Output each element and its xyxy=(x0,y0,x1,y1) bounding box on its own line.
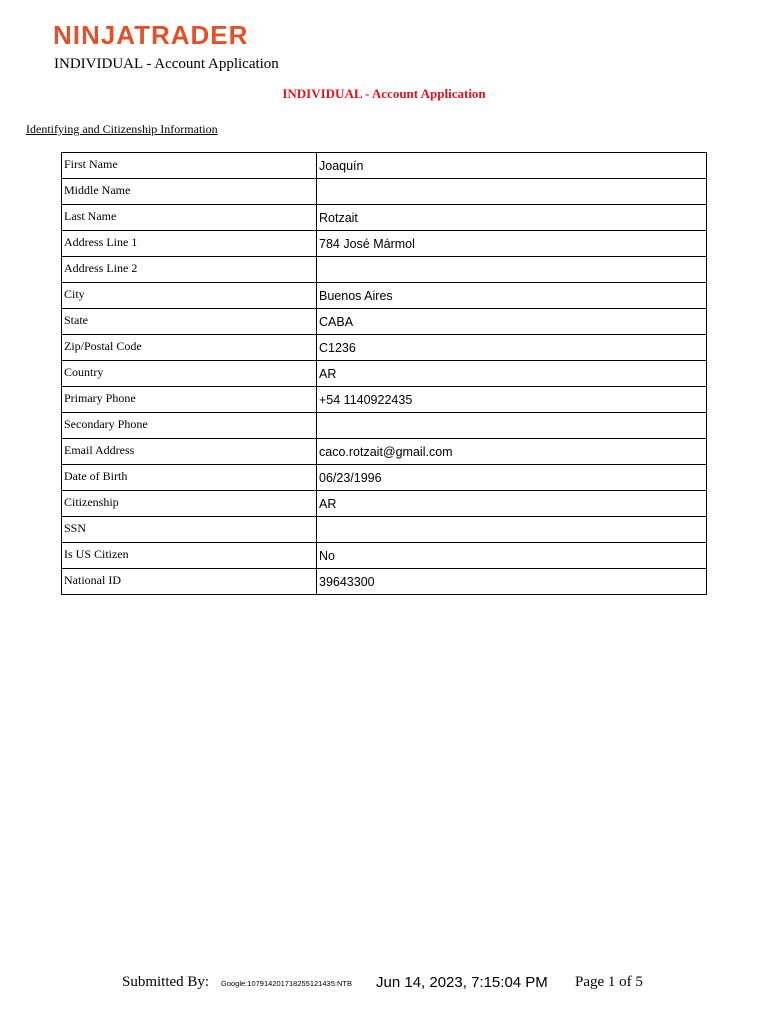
field-value-national-id: 39643300 xyxy=(317,569,707,595)
field-value-date-of-birth: 06/23/1996 xyxy=(317,465,707,491)
field-value-zip: C1236 xyxy=(317,335,707,361)
submission-timestamp: Jun 14, 2023, 7:15:04 PM xyxy=(376,974,548,991)
table-row xyxy=(62,413,707,439)
field-value-first-name: Joaquín xyxy=(317,153,707,179)
document-subtitle: INDIVIDUAL - Account Application xyxy=(54,56,279,72)
table-row xyxy=(62,569,707,595)
field-value-citizenship: AR xyxy=(317,491,707,517)
table-row xyxy=(62,309,707,335)
table-row xyxy=(62,205,707,231)
field-label: Last Name xyxy=(62,205,317,231)
table-row xyxy=(62,335,707,361)
ninjatrader-logo: NINJATRADER xyxy=(53,20,249,50)
table-row xyxy=(62,179,707,205)
table-row xyxy=(62,283,707,309)
table-row xyxy=(62,387,707,413)
field-label: SSN xyxy=(62,517,317,543)
section-heading: Identifying and Citizenship Information xyxy=(26,122,218,136)
table-row xyxy=(62,543,707,569)
field-label: National ID xyxy=(62,569,317,595)
table-row xyxy=(62,439,707,465)
field-value-ssn xyxy=(317,517,707,543)
field-value-secondary-phone xyxy=(317,413,707,439)
field-value-address-line-1: 784 José Mármol xyxy=(317,231,707,257)
field-label: State xyxy=(62,309,317,335)
field-label: Country xyxy=(62,361,317,387)
identifying-info-table xyxy=(61,152,707,595)
form-title xyxy=(0,86,768,102)
field-label: Secondary Phone xyxy=(62,413,317,439)
field-value-middle-name xyxy=(317,179,707,205)
table-row xyxy=(62,231,707,257)
table-row xyxy=(62,153,707,179)
field-value-primary-phone: +54 1140922435 xyxy=(317,387,707,413)
field-label: Email Address xyxy=(62,439,317,465)
table-row xyxy=(62,361,707,387)
field-value-state: CABA xyxy=(317,309,707,335)
page-footer xyxy=(0,972,768,994)
field-label: Middle Name xyxy=(62,179,317,205)
field-label: Citizenship xyxy=(62,491,317,517)
table-row xyxy=(62,491,707,517)
field-label: Zip/Postal Code xyxy=(62,335,317,361)
table-row xyxy=(62,465,707,491)
field-label: Primary Phone xyxy=(62,387,317,413)
field-value-last-name: Rotzait xyxy=(317,205,707,231)
page-number: Page 1 of 5 xyxy=(575,974,643,990)
table-row xyxy=(62,257,707,283)
table-row xyxy=(62,517,707,543)
field-label: City xyxy=(62,283,317,309)
field-label: First Name xyxy=(62,153,317,179)
submitter-id: Google:107914201718255121435:NTB xyxy=(221,979,352,988)
field-label: Date of Birth xyxy=(62,465,317,491)
field-value-address-line-2 xyxy=(317,257,707,283)
field-value-city: Buenos Aires xyxy=(317,283,707,309)
field-label: Address Line 2 xyxy=(62,257,317,283)
field-value-country: AR xyxy=(317,361,707,387)
form-title-text: INDIVIDUAL - Account Application xyxy=(282,86,486,101)
field-label: Is US Citizen xyxy=(62,543,317,569)
field-value-is-us-citizen: No xyxy=(317,543,707,569)
submitted-by-label: Submitted By: xyxy=(122,974,210,990)
field-value-email: caco.rotzait@gmail.com xyxy=(317,439,707,465)
field-label: Address Line 1 xyxy=(62,231,317,257)
